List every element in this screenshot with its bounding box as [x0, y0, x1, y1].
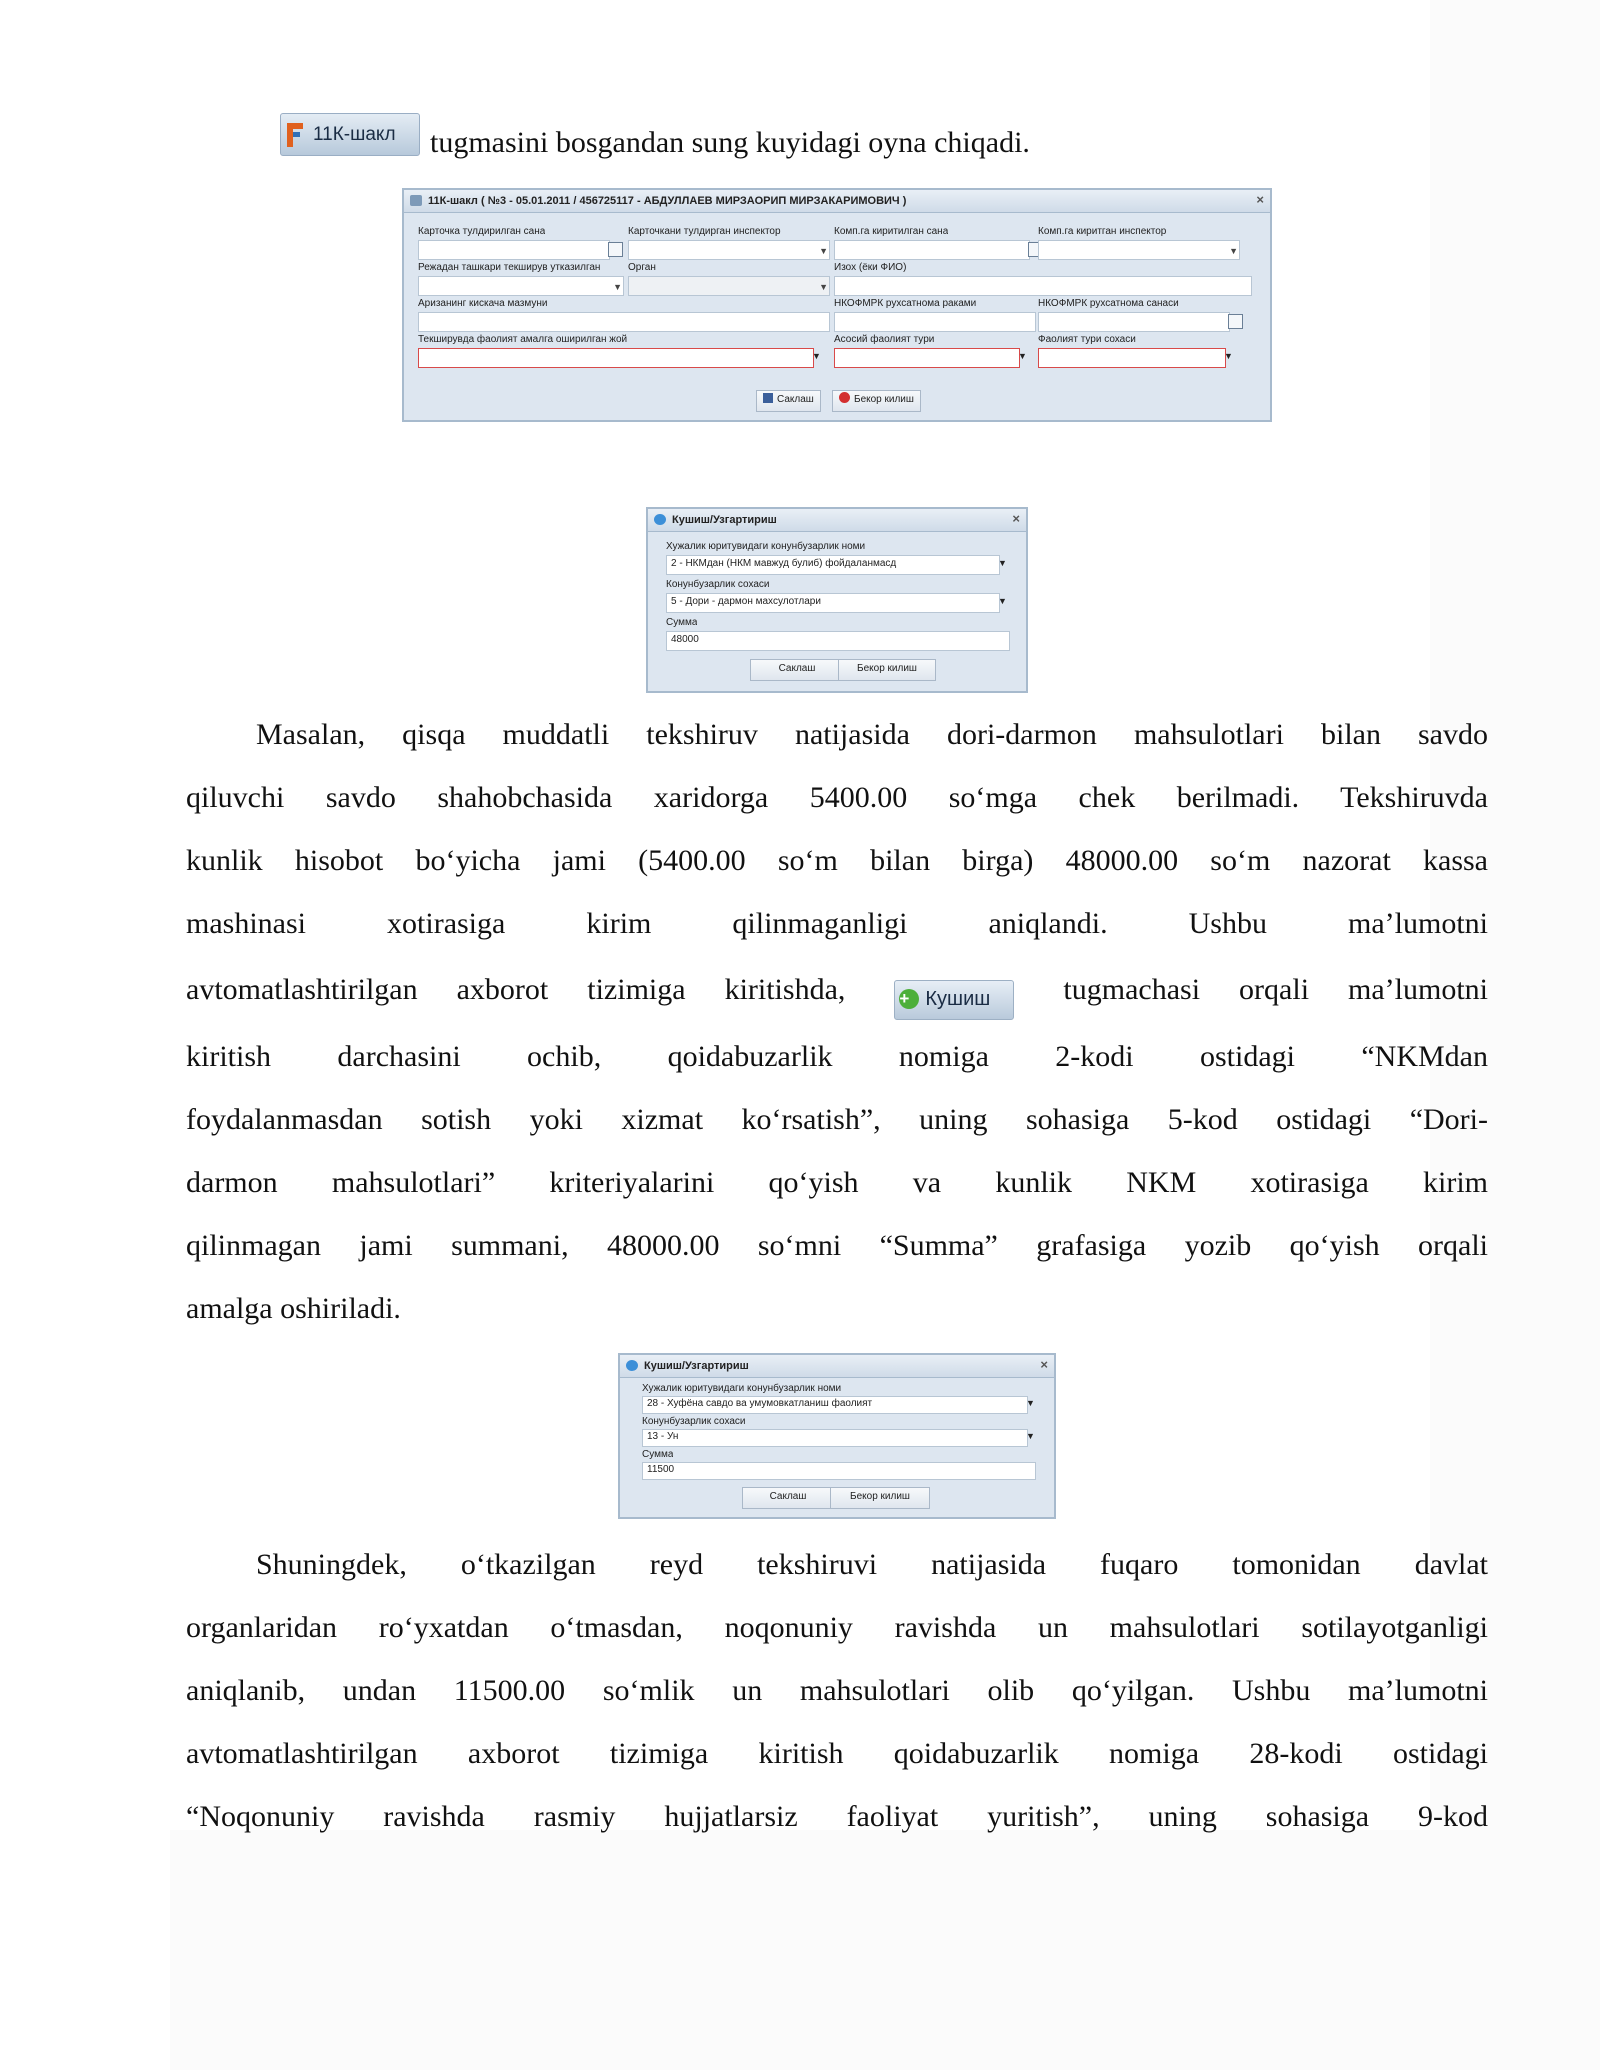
- paragraph-line: kunlik hisobot bo‘yicha jami (5400.00 so‘m bilan birga) 48000.00 so‘m nazorat kassa: [186, 844, 1488, 877]
- summary-field[interactable]: [418, 312, 830, 332]
- dialog-1-titlebar: [648, 509, 1026, 532]
- chevron-down-icon[interactable]: ▼: [1026, 1431, 1035, 1441]
- nkofmrk-date-label: НКОФМРК рухсатнома санаси: [1038, 298, 1179, 309]
- save-button[interactable]: Саклаш: [742, 1487, 834, 1509]
- organ-select[interactable]: [628, 276, 830, 296]
- note-field[interactable]: [834, 276, 1252, 296]
- chevron-down-icon: ▼: [819, 246, 828, 256]
- calendar-icon[interactable]: [1228, 314, 1243, 329]
- chevron-down-icon[interactable]: ▼: [1026, 1398, 1035, 1408]
- cancel-button[interactable]: Бекор килиш: [838, 659, 936, 681]
- sum-input[interactable]: 48000: [666, 631, 1010, 651]
- paragraph-line-part: avtomatlashtirilgan axborot tizimiga kiritishda,: [186, 973, 846, 1006]
- place-select[interactable]: [418, 348, 814, 368]
- organ-label: Орган: [628, 262, 656, 273]
- save-button[interactable]: Саклаш: [750, 659, 844, 681]
- add-edit-dialog-2: [618, 1353, 1056, 1519]
- paragraph-line: qilinmagan jami summani, 48000.00 so‘mni “Summa” grafasiga yozib qo‘yish orqali: [186, 1229, 1488, 1262]
- chevron-down-icon[interactable]: ▼: [998, 558, 1007, 568]
- violation-label: Хужалик юритувидаги конунбузарлик номи: [666, 541, 866, 552]
- close-icon[interactable]: ×: [1012, 511, 1020, 526]
- close-icon[interactable]: ×: [1256, 192, 1264, 207]
- sum-label: Сумма: [642, 1449, 674, 1460]
- chevron-down-icon[interactable]: ▼: [998, 596, 1007, 606]
- user-icon: [410, 195, 422, 206]
- violation-label: Хужалик юритувидаги конунбузарлик номи: [642, 1383, 842, 1394]
- paragraph-line: avtomatlashtirilgan axborot tizimiga kiritish qoidabuzarlik nomiga 28-kodi ostidagi: [186, 1737, 1488, 1770]
- card-inspector-label: Карточкани тулдирган инспектор: [628, 226, 781, 237]
- paragraph-line: Shuningdek, o‘tkazilgan reyd tekshiruvi natijasida fuqaro tomonidan davlat: [256, 1548, 1488, 1581]
- form-11k-button-image: [280, 113, 420, 156]
- add-edit-dialog-1: [646, 507, 1028, 693]
- comp-date-label: Комп.га киритилган сана: [834, 226, 949, 237]
- save-icon: [763, 393, 773, 403]
- violation-select[interactable]: 28 - Хуфёна савдо ва умумовкатланиш фаолият: [642, 1396, 1028, 1414]
- add-button-image: [894, 980, 1014, 1020]
- paragraph-line-with-button: [186, 955, 1488, 1025]
- nkofmrk-number-field[interactable]: [834, 312, 1036, 332]
- cancel-button-label: Бекор килиш: [854, 394, 914, 405]
- chevron-down-icon[interactable]: ▼: [1224, 351, 1233, 361]
- paragraph-line: kiritish darchasini ochib, qoidabuzarlik nomiga 2-kodi ostidagi “NKMdan: [186, 1040, 1488, 1073]
- plan-out-select[interactable]: [418, 276, 624, 296]
- paragraph-2: [186, 1533, 1488, 1848]
- paragraph-line: “Noqonuniy ravishda rasmiy hujjatlarsiz faoliyat yuritish”, uning sohasiga 9-kod: [186, 1800, 1488, 1833]
- nkofmrk-number-label: НКОФМРК рухсатнома раками: [834, 298, 977, 309]
- paragraph-line: organlaridan ro‘yxatdan o‘tmasdan, noqonuniy ravishda un mahsulotlari sotilayotganligi: [186, 1611, 1488, 1644]
- chevron-down-icon: ▼: [819, 282, 828, 292]
- form-11k-button-label: 11К-шакл: [313, 123, 396, 145]
- chevron-down-icon[interactable]: ▼: [812, 351, 821, 361]
- paragraph-line: Masalan, qisqa muddatli tekshiruv natijasida dori-darmon mahsulotlari bilan savdo: [256, 718, 1488, 751]
- cancel-button[interactable]: Бекор килиш: [830, 1487, 930, 1509]
- violation-area-label: Конунбузарлик сохаси: [642, 1416, 746, 1427]
- paragraph-line: aniqlanib, undan 11500.00 so‘mlik un mahsulotlari olib qo‘yilgan. Ushbu ma’lumotni: [186, 1674, 1488, 1707]
- sum-label: Сумма: [666, 617, 698, 628]
- comp-inspector-select[interactable]: [1038, 240, 1240, 260]
- form-11k-title: 11К-шакл ( №3 - 05.01.2011 / 456725117 - АБДУЛЛАЕВ МИРЗАОРИП МИРЗАКАРИМОВИЧ ): [428, 195, 907, 207]
- plan-out-label: Режадан ташкари текширув утказилган: [418, 262, 601, 273]
- dialog-icon: [654, 514, 666, 525]
- violation-area-select[interactable]: 5 - Дори - дармон махсулотлари: [666, 593, 1000, 613]
- chevron-down-icon[interactable]: ▼: [1018, 351, 1027, 361]
- violation-area-label: Конунбузарлик сохаси: [666, 579, 770, 590]
- dialog-2-title: Кушиш/Узгартириш: [644, 1360, 749, 1372]
- activity-field-select[interactable]: [1038, 348, 1226, 368]
- dialog-2-titlebar: [620, 1355, 1054, 1378]
- calendar-icon[interactable]: [608, 242, 623, 257]
- page-footer-area: [170, 1830, 1600, 2070]
- summary-label: Аризанинг кискача мазмуни: [418, 298, 548, 309]
- main-activity-select[interactable]: [834, 348, 1020, 368]
- form-11k-window: [402, 188, 1272, 422]
- place-label: Текширувда фаолият амалга оширилган жой: [418, 334, 628, 345]
- paragraph-line-part: tugmachasi orqali ma’lumotni: [1063, 973, 1489, 1006]
- add-button-label: Кушиш: [925, 988, 991, 1010]
- paragraph-line: darmon mahsulotlari” kriteriyalarini qo‘yish va kunlik NKM xotirasiga kirim: [186, 1166, 1488, 1199]
- cancel-button[interactable]: [832, 390, 921, 412]
- comp-date-field[interactable]: [834, 240, 1030, 260]
- paragraph-line: qiluvchi savdo shahobchasida xaridorga 5400.00 so‘mga chek berilmadi. Tekshiruvda: [186, 781, 1488, 814]
- card-date-field[interactable]: [418, 240, 610, 260]
- card-date-label: Карточка тулдирилган сана: [418, 226, 546, 237]
- chevron-down-icon: ▼: [613, 282, 622, 292]
- paragraph-1: [186, 703, 1488, 1340]
- save-button[interactable]: [756, 390, 821, 412]
- card-inspector-select[interactable]: [628, 240, 830, 260]
- paragraph-line: foydalanmasdan sotish yoki xizmat ko‘rsatish”, uning sohasiga 5-kod ostidagi “Dori-: [186, 1103, 1488, 1136]
- cancel-icon: [839, 392, 850, 403]
- chevron-down-icon: ▼: [1229, 246, 1238, 256]
- activity-field-label: Фаолият тури сохаси: [1038, 334, 1136, 345]
- plus-icon: +: [899, 989, 919, 1009]
- close-icon[interactable]: ×: [1040, 1357, 1048, 1372]
- form-icon: [287, 123, 303, 147]
- paragraph-line: amalga oshiriladi.: [186, 1292, 401, 1325]
- dialog-icon: [626, 1360, 638, 1371]
- dialog-1-title: Кушиш/Узгартириш: [672, 514, 777, 526]
- note-label: Изох (ёки ФИО): [834, 262, 907, 273]
- form-11k-titlebar: [404, 190, 1270, 213]
- main-activity-label: Асосий фаолият тури: [834, 334, 935, 345]
- paragraph-line: mashinasi xotirasiga kirim qilinmaganligi aniqlandi. Ushbu ma’lumotni: [186, 907, 1488, 940]
- comp-inspector-label: Комп.га киритган инспектор: [1038, 226, 1167, 237]
- nkofmrk-date-field[interactable]: [1038, 312, 1230, 332]
- violation-select[interactable]: 2 - НКМдан (НКМ мавжуд булиб) фойдаланмасд: [666, 555, 1000, 575]
- violation-area-select[interactable]: 13 - Ун: [642, 1429, 1028, 1447]
- save-button-label: Саклаш: [777, 394, 814, 405]
- sum-input[interactable]: 11500: [642, 1462, 1036, 1480]
- intro-text: tugmasini bosgandan sung kuyidagi oyna chiqadi.: [430, 126, 1030, 159]
